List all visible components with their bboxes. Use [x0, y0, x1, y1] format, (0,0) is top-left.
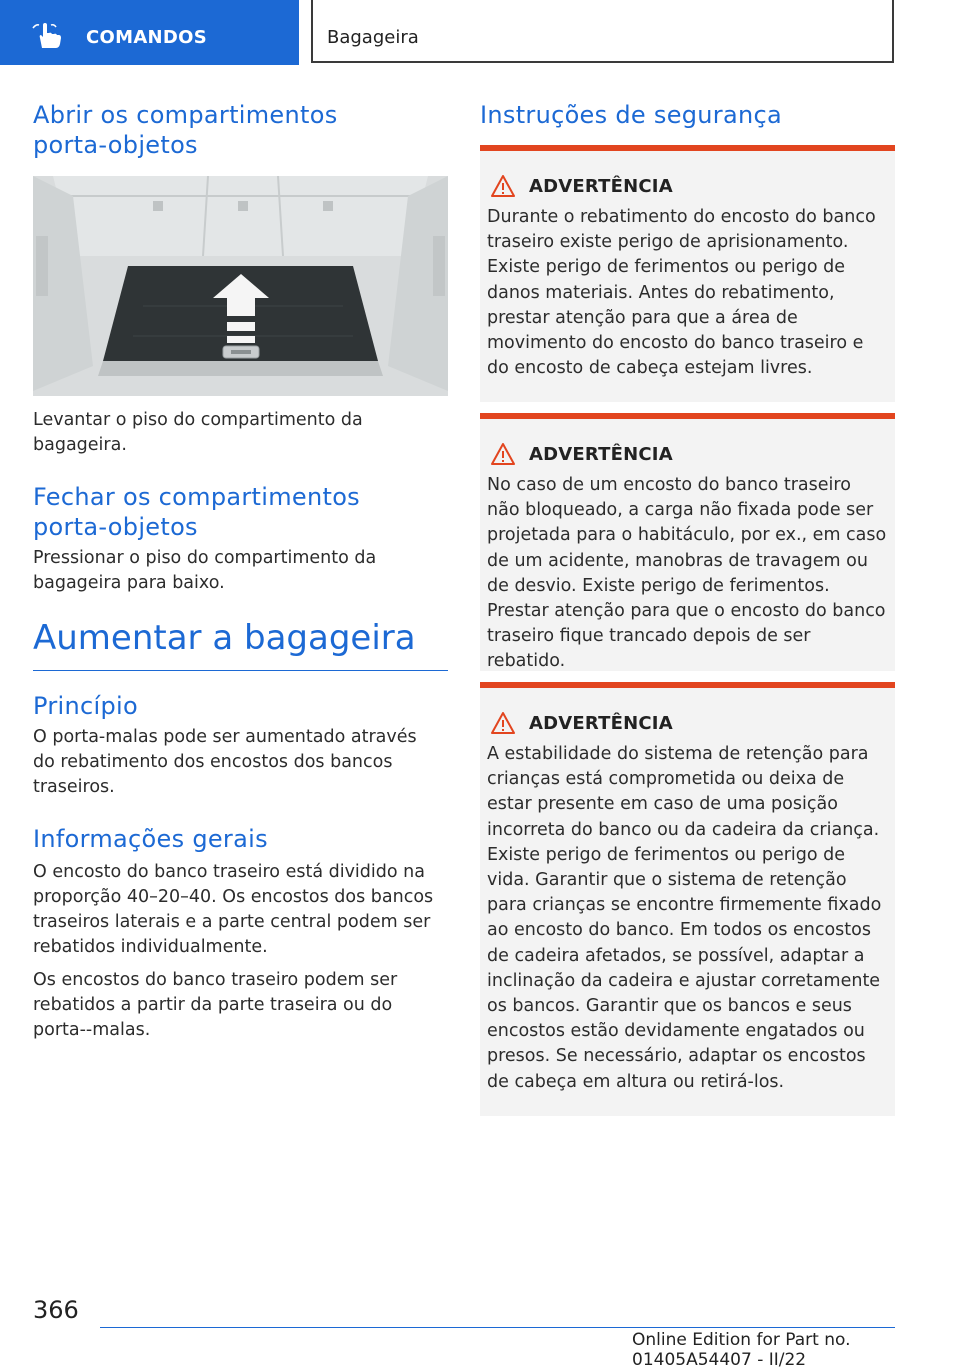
warning-title: ADVERTÊNCIA	[529, 175, 673, 197]
page-number: 366	[33, 1296, 79, 1324]
general-info-text-1: O encosto do banco traseiro está dividido na proporção 40–20–40. Os encostos dos bancos traseiros laterais e a parte central podem ser rebatidos individualmente.	[33, 862, 434, 957]
warning-text: No caso de um encosto do banco traseiro não bloqueado, a carga não fixada pode ser projetada para o habitáculo, por ex., em caso de um acidente, manobras de travagem ou de desvio. Existe perigo de ferimentos. Prestar atenção para que o encosto do banco traseiro fique trancado depois de ser rebatido.	[487, 475, 887, 672]
warning-box-1	[480, 145, 895, 402]
warning-box-3	[480, 682, 895, 1116]
warning-text: A estabilidade do sistema de retenção para crianças está comprometida ou deixa de estar presente em caso de uma posição incorreta do banco ou da cadeira da criança. Existe perigo de ferimentos ou perigo de vida. Garantir que o sistema de retenção para crianças se encontre firmemente fixado ao encosto do banco. Em todos os encostos de cadeira afetados, se possível, adaptar a inclinação da cadeira e ajustar corretamente os bancos. Garantir que os bancos e seus encostos estão devidamente engatados ou presos. Se necessário, adaptar os encostos de cabeça em altura ou retirá-los.	[487, 744, 882, 1092]
heading-open-compartments: Abrir os compartimentos porta-objetos	[33, 101, 338, 159]
trunk-floor-image	[33, 176, 448, 396]
open-instruction: Levantar o piso do compartimento da bagageira.	[33, 410, 363, 455]
warning-triangle-icon	[490, 711, 516, 735]
principle-text: O porta-malas pode ser aumentado através do rebatimento dos encostos dos bancos traseiros.	[33, 727, 417, 797]
chapter-label: Bagageira	[327, 27, 419, 48]
section-tab	[0, 0, 299, 65]
warning-text: Durante o rebatimento do encosto do banco traseiro existe perigo de aprisionamento. Existe perigo de ferimentos ou perigo de danos materiais. Antes do rebatimento, prestar atenção para que a área de movimento do encosto do banco traseiro e do encosto de cabeça estejam livres.	[487, 207, 876, 379]
section-label: COMANDOS	[86, 27, 208, 48]
right-column	[480, 100, 895, 1092]
warning-title: ADVERTÊNCIA	[529, 443, 673, 465]
heading-principle: Princípio	[33, 692, 138, 720]
warning-title: ADVERTÊNCIA	[529, 712, 673, 734]
general-info-text-2: Os encostos do banco traseiro podem ser rebatidos a partir da parte traseira ou do porta--malas.	[33, 970, 398, 1040]
heading-general-info: Informações gerais	[33, 825, 268, 853]
left-column	[33, 100, 448, 1043]
heading-safety: Instruções de segurança	[480, 101, 782, 129]
warning-header	[487, 173, 887, 199]
warning-triangle-icon	[490, 442, 516, 466]
heading-close-compartments: Fechar os compartimentos porta-objetos	[33, 483, 360, 541]
warning-box-2	[480, 413, 895, 671]
close-instruction: Pressionar o piso do compartimento da bagageira para baixo.	[33, 548, 377, 593]
chapter-tab	[311, 0, 894, 63]
warning-triangle-icon	[490, 174, 516, 198]
warning-header	[487, 441, 887, 467]
footer-divider	[100, 1327, 895, 1328]
warning-header	[487, 710, 887, 736]
heading-enlarge-trunk: Aumentar a bagageira	[33, 618, 448, 671]
page-header	[0, 0, 960, 66]
hand-pointer-icon	[30, 20, 66, 50]
footer-edition: Online Edition for Part no. 01405A54407 - II/22	[632, 1330, 851, 1370]
